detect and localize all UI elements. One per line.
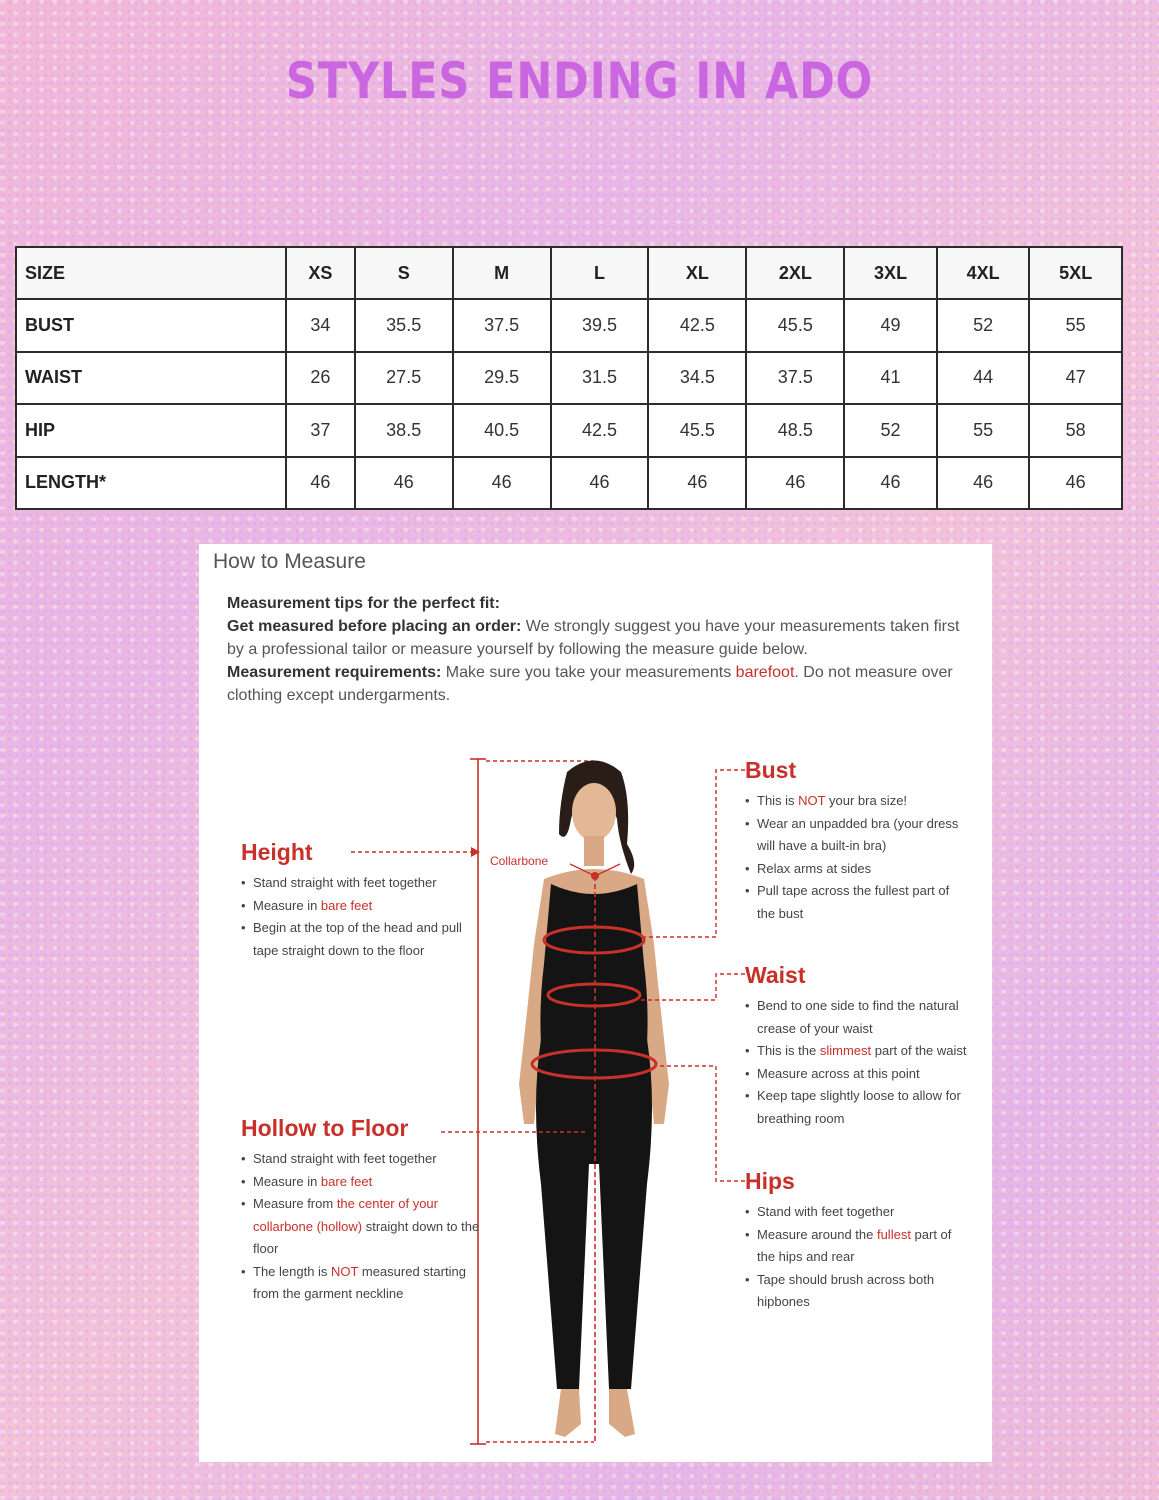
table-cell: 45.5 [648, 404, 746, 456]
table-header-cell: 5XL [1029, 247, 1122, 299]
table-cell: 45.5 [746, 299, 844, 351]
measure-guide-card [199, 544, 992, 1462]
table-row [16, 352, 1122, 404]
table-cell: 47 [1029, 352, 1122, 404]
list-item: • This is NOT your bra size! [745, 790, 970, 813]
guide-heading: How to Measure [213, 550, 366, 573]
table-cell: 42.5 [648, 299, 746, 351]
table-cell: 35.5 [355, 299, 453, 351]
list-item: • Measure in bare feet [241, 1171, 481, 1194]
table-cell: 37 [286, 404, 355, 456]
table-cell: 46 [1029, 457, 1122, 509]
table-cell: 46 [746, 457, 844, 509]
list-item: • Measure in bare feet [241, 895, 471, 918]
table-cell: 29.5 [453, 352, 551, 404]
table-cell: 55 [937, 404, 1030, 456]
table-cell: 46 [286, 457, 355, 509]
row-label: WAIST [16, 352, 286, 404]
table-header-cell: 2XL [746, 247, 844, 299]
row-label: HIP [16, 404, 286, 456]
list-item: • Measure from the center of your collarbone (hollow) straight down to the floor [241, 1193, 481, 1261]
height-title: Height [241, 839, 313, 865]
list-item: • Stand straight with feet together [241, 872, 471, 895]
table-cell: 52 [844, 404, 937, 456]
hips-section [745, 1167, 970, 1314]
get-measured-label: Get measured before placing an order: [227, 618, 522, 635]
table-cell: 41 [844, 352, 937, 404]
table-cell: 46 [648, 457, 746, 509]
hollow-to-floor-section [241, 1114, 481, 1306]
table-header-cell: L [551, 247, 649, 299]
table-cell: 38.5 [355, 404, 453, 456]
table-cell: 46 [937, 457, 1030, 509]
table-cell: 46 [551, 457, 649, 509]
list-item: • The length is NOT measured starting from the garment neckline [241, 1261, 481, 1306]
table-cell: 31.5 [551, 352, 649, 404]
row-label: BUST [16, 299, 286, 351]
size-chart-table [15, 246, 1123, 510]
list-item: • Wear an unpadded bra (your dress will have a built-in bra) [745, 813, 970, 858]
list-item: • Measure around the fullest part of the hips and rear [745, 1224, 970, 1269]
waist-section [745, 961, 980, 1130]
table-row [16, 457, 1122, 509]
list-item: • Bend to one side to find the natural crease of your waist [745, 995, 980, 1040]
table-header-cell: S [355, 247, 453, 299]
hips-title: Hips [745, 1168, 795, 1194]
table-cell: 34.5 [648, 352, 746, 404]
requirements-text: Make sure you take your measurements [445, 664, 732, 681]
table-cell: 49 [844, 299, 937, 351]
table-row [16, 404, 1122, 456]
requirements-text-end: . Do not measure over clothing except undergarments. [227, 664, 953, 704]
table-header-cell: XS [286, 247, 355, 299]
list-item: • Begin at the top of the head and pull tape straight down to the floor [241, 917, 471, 962]
bare-feet-highlight: bare feet [320, 1173, 373, 1189]
waist-title: Waist [745, 962, 806, 988]
table-cell: 26 [286, 352, 355, 404]
list-item: • Keep tape slightly loose to allow for breathing room [745, 1085, 980, 1130]
list-item: • Stand straight with feet together [241, 1148, 481, 1171]
table-header-cell: M [453, 247, 551, 299]
table-cell: 46 [453, 457, 551, 509]
list-item: • This is the slimmest part of the waist [745, 1040, 980, 1063]
hollow-to-floor-title: Hollow to Floor [241, 1115, 409, 1141]
table-cell: 46 [355, 457, 453, 509]
requirements-label: Measurement requirements: [227, 664, 442, 681]
list-item: • Pull tape across the fullest part of the bust [745, 880, 970, 925]
list-item: • Measure across at this point [745, 1063, 980, 1086]
table-cell: 42.5 [551, 404, 649, 456]
table-cell: 52 [937, 299, 1030, 351]
list-item: • Stand with feet together [745, 1201, 970, 1224]
table-cell: 58 [1029, 404, 1122, 456]
size-header-row [16, 247, 1122, 299]
table-cell: 37.5 [453, 299, 551, 351]
list-item: • Relax arms at sides [745, 858, 970, 881]
page-title: STYLES ENDING IN ADO [285, 52, 874, 110]
bust-section [745, 756, 970, 925]
row-label: LENGTH* [16, 457, 286, 509]
table-cell: 46 [844, 457, 937, 509]
get-measured-text: We strongly suggest you have your measurements taken first by a professional tailor or measure yourself by following the measure guide below. [227, 618, 960, 658]
table-cell: 34 [286, 299, 355, 351]
tips-title: Measurement tips for the perfect fit: [227, 595, 500, 612]
table-cell: 48.5 [746, 404, 844, 456]
table-header-cell: 4XL [937, 247, 1030, 299]
list-item: • Tape should brush across both hipbones [745, 1269, 970, 1314]
table-cell: 27.5 [355, 352, 453, 404]
table-header-cell: SIZE [16, 247, 286, 299]
table-cell: 44 [937, 352, 1030, 404]
table-header-cell: 3XL [844, 247, 937, 299]
collarbone-label: Collarbone [490, 854, 549, 868]
table-cell: 37.5 [746, 352, 844, 404]
table-header-cell: XL [648, 247, 746, 299]
height-section [241, 838, 471, 962]
table-row [16, 299, 1122, 351]
table-cell: 39.5 [551, 299, 649, 351]
bare-feet-highlight: bare feet [320, 897, 373, 913]
barefoot-highlight: barefoot [735, 664, 795, 681]
table-cell: 40.5 [453, 404, 551, 456]
bust-title: Bust [745, 757, 797, 783]
table-cell: 55 [1029, 299, 1122, 351]
